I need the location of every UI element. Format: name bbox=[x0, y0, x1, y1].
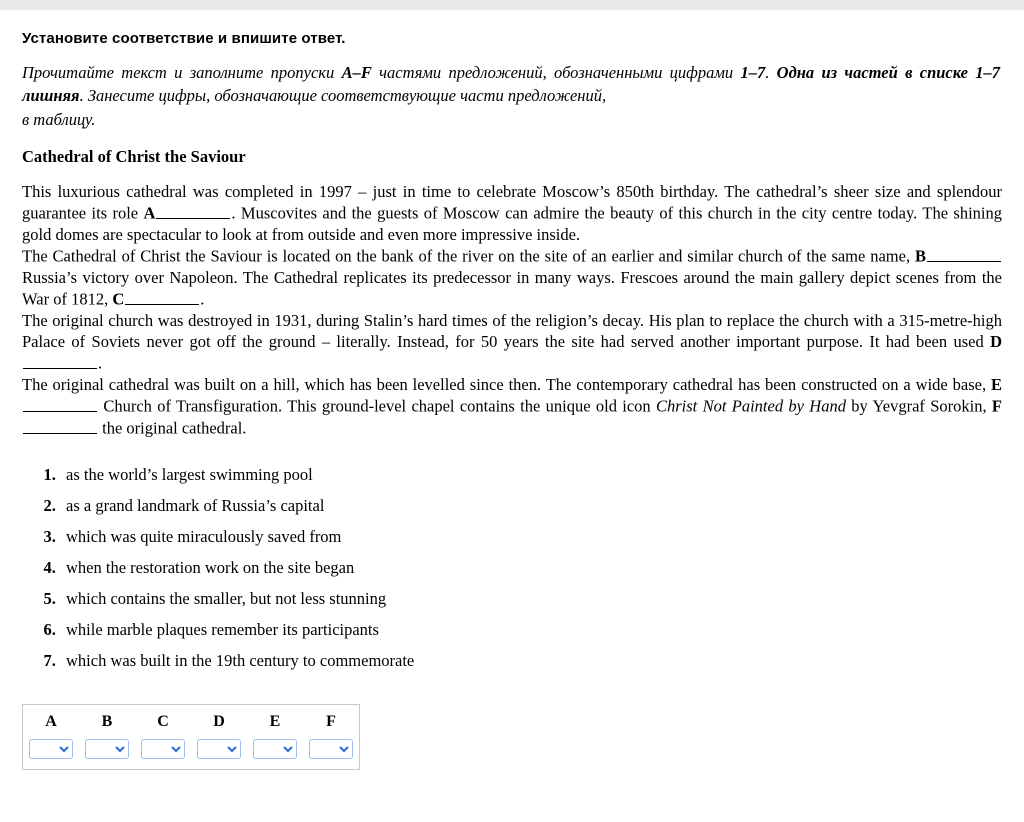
task-page bbox=[0, 10, 1024, 775]
answer-column-header-e: E bbox=[269, 712, 281, 730]
passage-text: The Cathedral of Christ the Saviour is located on the bank of the river on the site of an earlier and similar church of the same name, bbox=[22, 246, 915, 266]
instructions-bold-1: A–F bbox=[341, 63, 372, 82]
passage-text: The original cathedral was built on a hill, which has been levelled since then. The contemporary cathedral has been constructed on a wide base, bbox=[22, 374, 991, 394]
instructions-text-4: . Занесите цифры, обозначающие соответствующие части предложений, bbox=[79, 86, 607, 106]
passage-paragraph bbox=[22, 310, 1002, 374]
passage-text: . bbox=[98, 353, 103, 373]
answer-column-header-d: D bbox=[213, 712, 225, 730]
answer-cell bbox=[191, 737, 247, 769]
gap-letter: E bbox=[990, 374, 1002, 394]
gap-letter: D bbox=[990, 332, 1002, 352]
passage-paragraph bbox=[22, 245, 1002, 310]
answer-select-d[interactable] bbox=[197, 739, 241, 759]
list-item: 4. when the restoration work on the site began bbox=[60, 558, 1002, 578]
gap-blank bbox=[125, 288, 199, 305]
answer-select-f[interactable] bbox=[309, 739, 353, 759]
instructions-text-5: в таблицу. bbox=[22, 109, 96, 129]
answer-table-header-row bbox=[23, 705, 359, 737]
answer-cell bbox=[135, 737, 191, 769]
passage-title: Cathedral of Christ the Saviour bbox=[22, 147, 246, 167]
answer-cell bbox=[247, 737, 303, 769]
instructions-text-3: . bbox=[765, 63, 777, 82]
gap-blank bbox=[23, 395, 97, 412]
answer-column-header-c: C bbox=[157, 712, 169, 730]
passage-text: by Yevgraf Sorokin, bbox=[845, 396, 992, 416]
passage-body bbox=[22, 181, 1002, 438]
passage-text: the original cathedral. bbox=[98, 418, 247, 438]
gap-letter: B bbox=[914, 246, 926, 266]
gap-letter: A bbox=[143, 204, 156, 224]
instructions-bold-2: 1–7 bbox=[740, 63, 766, 82]
list-item: 3. which was quite miraculously saved from bbox=[60, 527, 1002, 547]
answer-cell bbox=[23, 737, 79, 769]
icon-title-italic: Christ Not Painted by Hand bbox=[656, 396, 846, 416]
gap-blank bbox=[23, 352, 97, 369]
gap-blank bbox=[156, 202, 230, 219]
task-title: Установите соответствие и впишите ответ. bbox=[22, 30, 346, 47]
options-list bbox=[22, 465, 1002, 671]
answer-table bbox=[22, 704, 360, 770]
answer-select-e[interactable] bbox=[253, 739, 297, 759]
passage-text: Russia’s victory over Napoleon. The Cathedral replicates its predecessor in many ways. Frescoes around the main gallery depict scenes from the War of 1812, bbox=[22, 268, 1002, 309]
passage-text: . bbox=[200, 289, 205, 309]
list-item: 7. which was built in the 19th century to commemorate bbox=[60, 651, 1002, 671]
list-item: 2. as a grand landmark of Russia’s capital bbox=[60, 496, 1002, 516]
task-instructions bbox=[22, 61, 1000, 131]
gap-blank bbox=[23, 417, 97, 434]
instructions-bold-3: Одна из частей в списке 1–7 лишняя bbox=[22, 63, 1001, 106]
list-item: 6. while marble plaques remember its participants bbox=[60, 620, 1002, 640]
answer-select-a[interactable] bbox=[29, 739, 73, 759]
gap-blank bbox=[927, 245, 1001, 262]
passage-paragraph bbox=[22, 374, 1002, 439]
window-top-strip bbox=[0, 0, 1024, 10]
answer-cell bbox=[303, 737, 359, 769]
gap-letter: F bbox=[991, 396, 1002, 416]
passage-text: . Muscovites and the guests of Moscow can admire the beauty of this church in the city centre today. The shining gold domes are spectacular to look at from outside and even more impressive inside. bbox=[22, 204, 1002, 245]
passage-text: Church of Transfiguration. This ground-level chapel contains the unique old icon bbox=[98, 396, 656, 416]
answer-column-header-a: A bbox=[45, 712, 57, 730]
gap-letter: C bbox=[112, 289, 125, 309]
answer-table-input-row bbox=[23, 737, 359, 769]
instructions-text-2: частями предложений, обозначенными цифрами bbox=[371, 63, 741, 82]
instructions-text-1: Прочитайте текст и заполните пропуски bbox=[22, 63, 342, 82]
list-item: 5. which contains the smaller, but not less stunning bbox=[60, 589, 1002, 609]
answer-select-c[interactable] bbox=[141, 739, 185, 759]
passage-text: This luxurious cathedral was completed in 1997 – just in time to celebrate Moscow’s 850th birthday. The cathedral’s sheer size and splendour guarantee its role bbox=[22, 182, 1002, 224]
answer-cell bbox=[79, 737, 135, 769]
passage-text: The original church was destroyed in 1931, during Stalin’s hard times of the religion’s decay. His plan to replace the church with a 315-metre-high Palace of Soviets never got off the ground – literally. Instead, for 50 years the site had served another important purpose. It had been used bbox=[22, 310, 1002, 352]
answer-column-header-f: F bbox=[326, 712, 336, 730]
answer-select-b[interactable] bbox=[85, 739, 129, 759]
list-item: 1. as the world’s largest swimming pool bbox=[60, 465, 1002, 485]
answer-column-header-b: B bbox=[101, 712, 113, 730]
passage-paragraph bbox=[22, 181, 1002, 245]
